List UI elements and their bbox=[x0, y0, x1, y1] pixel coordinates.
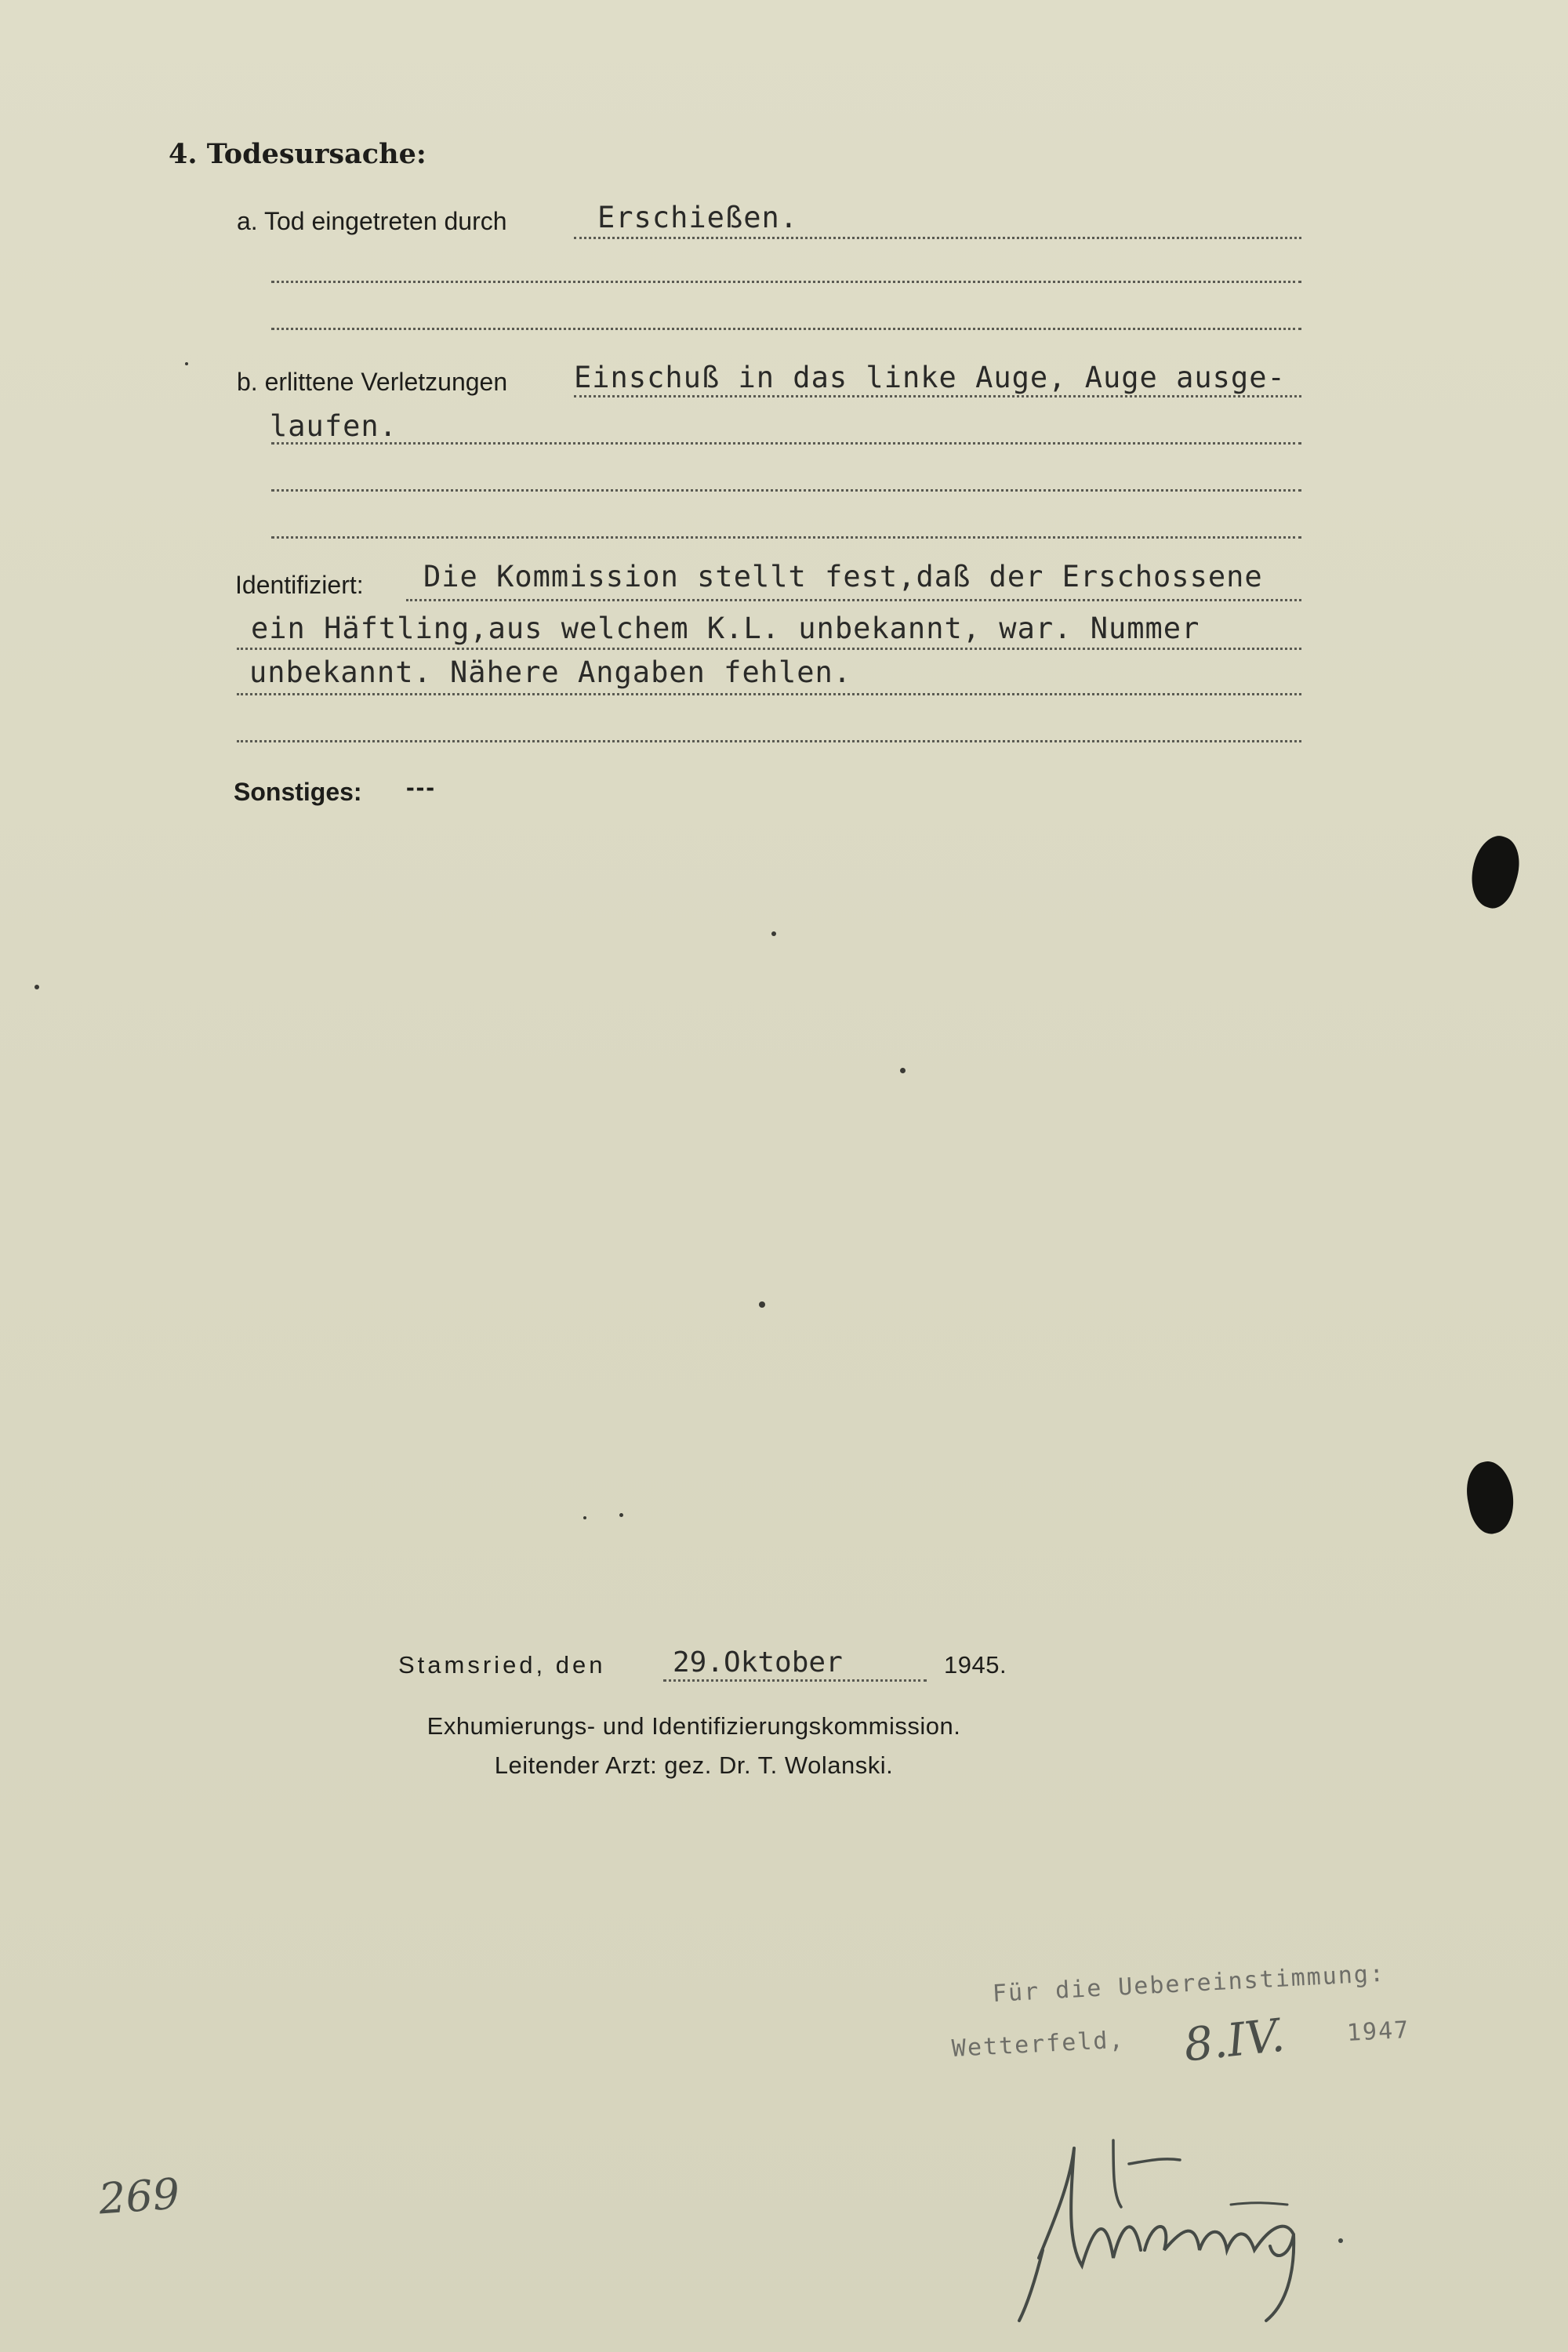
injuries-line bbox=[574, 395, 1301, 397]
cause-of-death-label: a. Tod eingetreten durch bbox=[237, 207, 507, 235]
injuries-label: b. erlittene Verletzungen bbox=[237, 368, 508, 396]
injuries-line bbox=[271, 442, 1301, 445]
speck bbox=[583, 1516, 586, 1519]
speck bbox=[185, 362, 188, 365]
certification-stamp-line1: Für die Uebereinstimmung: bbox=[992, 1959, 1386, 2008]
footer-date-line bbox=[663, 1679, 927, 1682]
misc-value: --- bbox=[406, 773, 436, 801]
blank-line bbox=[237, 740, 1301, 742]
identified-label: Identifiziert: bbox=[235, 571, 364, 599]
identified-line bbox=[237, 648, 1301, 650]
blank-line bbox=[271, 536, 1301, 539]
handwritten-date: 8.IV. bbox=[1181, 2008, 1287, 2072]
cause-of-death-value: Erschießen. bbox=[597, 201, 799, 234]
injuries-value-line1: Einschuß in das linke Auge, Auge ausge- bbox=[574, 361, 1286, 394]
injuries-value-line2: laufen. bbox=[270, 409, 397, 443]
speck bbox=[619, 1513, 623, 1517]
blank-line bbox=[271, 489, 1301, 492]
page-number: 269 bbox=[96, 2169, 182, 2224]
identified-value-line2: ein Häftling,aus welchem K.L. unbekannt, war. Nummer bbox=[251, 612, 1200, 645]
footer-date: 29.Oktober bbox=[673, 1646, 843, 1679]
certification-stamp-place: Wetterfeld, bbox=[951, 2026, 1126, 2063]
identified-value-line1: Die Kommission stellt fest,daß der Erschossene bbox=[423, 560, 1263, 593]
certification-year: 1947 bbox=[1346, 2016, 1411, 2047]
misc-label: Sonstiges: bbox=[234, 778, 362, 806]
footer-year: 1945. bbox=[944, 1651, 1007, 1679]
footer-place: Stamsried, den bbox=[398, 1651, 606, 1679]
commission-name: Exhumierungs- und Identifizierungskommission. bbox=[426, 1712, 961, 1740]
identified-line bbox=[237, 693, 1301, 695]
cause-of-death-line bbox=[574, 237, 1301, 239]
blank-line bbox=[271, 328, 1301, 330]
speck bbox=[34, 985, 39, 989]
ink-blot bbox=[1461, 1457, 1520, 1537]
speck bbox=[771, 931, 776, 936]
identified-value-line3: unbekannt. Nähere Angaben fehlen. bbox=[249, 655, 852, 689]
signature bbox=[996, 2132, 1356, 2328]
identified-line bbox=[406, 599, 1301, 601]
speck bbox=[900, 1068, 906, 1073]
doctor-name: Leitender Arzt: gez. Dr. T. Wolanski. bbox=[494, 1751, 894, 1779]
section-heading: 4. Todesursache: bbox=[169, 138, 426, 170]
blank-line bbox=[271, 281, 1301, 283]
speck bbox=[759, 1301, 765, 1308]
ink-blot bbox=[1462, 830, 1528, 913]
